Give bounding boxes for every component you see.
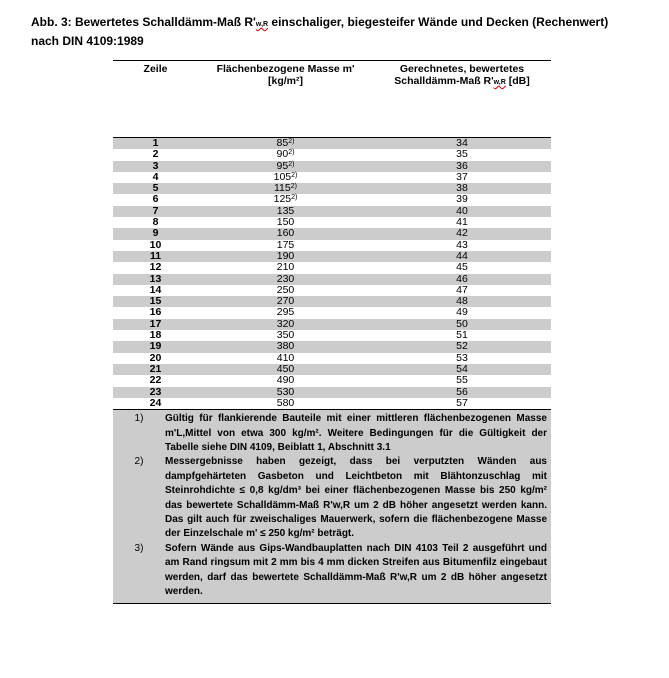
mass-value: 95$^{2)}$ xyxy=(276,159,295,172)
row-number: 8 xyxy=(152,216,159,229)
footnote-number: 3) xyxy=(134,542,144,554)
table-row xyxy=(113,138,551,149)
mass-value: 530 xyxy=(276,385,295,398)
table-row xyxy=(113,296,551,307)
footnote-text: Messergebnisse haben gezeigt, dass bei verputzten Wänden aus dampfgehärteten Gasbeton und Leichtbeton mit Blähtonzuschlag mit Steinrohdichte ≤ 0,8 kg/dm³ bei einer flächenbezogenen Masse bis 250 kg/m² das bewertete Schalldämm-Maß R'w,R um 2 dB höher angesetzt werden kann. Das gilt auch für zweischaliges Mauerwerk, sofern die flächenbezogene Masse der Einzelschale m' ≤ 250 kg/m² beträgt. xyxy=(165,456,547,540)
title-line-1: Abb. 3: Bewertetes Schalldämm-Maß R'w,R einschaliger, biegesteifer Wände und Decken (Rechenwert) xyxy=(31,15,609,29)
table-row xyxy=(113,161,551,172)
mass-value: 190 xyxy=(276,249,295,262)
table-header xyxy=(113,60,551,137)
mass-value: 230 xyxy=(276,272,295,285)
table-row xyxy=(113,194,551,205)
row-number: 5 xyxy=(152,182,159,195)
table-row xyxy=(113,172,551,183)
footnote-ref: 2) xyxy=(288,160,295,168)
mass-value: 115$^{2)}$ xyxy=(274,182,297,195)
table-row xyxy=(113,319,551,330)
mass-value: 410 xyxy=(276,351,295,364)
insulation-value: 56 xyxy=(456,385,468,398)
row-number: 10 xyxy=(149,238,162,251)
footnote-text: Gültig für flankierende Bauteile mit einer mittleren flächenbezogenen Masse m'L,Mittel von etwa 300 kg/m². Weitere Bedingungen für die Gültigkeit der Tabelle siehe DIN 4109, Beiblatt 1, Abschnitt 3.1 xyxy=(165,413,547,453)
insulation-value: 54 xyxy=(456,362,468,375)
footnote-ref: 2) xyxy=(291,194,298,202)
footnote-ref: 2) xyxy=(288,149,295,157)
row-number: 14 xyxy=(149,283,162,296)
insulation-value: 49 xyxy=(456,306,468,319)
table-row xyxy=(113,251,551,262)
insulation-value: 47 xyxy=(456,283,468,296)
mass-value: 125$^{2)}$ xyxy=(273,193,298,206)
insulation-value: 46 xyxy=(456,272,468,285)
row-number: 6 xyxy=(152,193,159,206)
mass-value: 160 xyxy=(276,227,295,240)
footnote-number: 1) xyxy=(134,413,144,425)
row-number: 16 xyxy=(149,306,162,319)
footnote xyxy=(113,455,547,541)
table-row xyxy=(113,149,551,160)
mass-value: 85$^{2)}$ xyxy=(276,137,295,149)
table-row xyxy=(113,274,551,285)
insulation-value: 35 xyxy=(456,148,468,161)
mass-value: 150 xyxy=(276,216,295,229)
mass-value: 490 xyxy=(276,374,295,387)
table-row xyxy=(113,307,551,318)
mass-value: 250 xyxy=(276,283,295,296)
mass-value: 105$^{2)}$ xyxy=(273,170,298,183)
mass-value: 580 xyxy=(276,396,295,409)
mass-value: 210 xyxy=(276,261,295,274)
insulation-value: 34 xyxy=(456,137,468,149)
table-row xyxy=(113,240,551,251)
table-row xyxy=(113,330,551,341)
row-number: 7 xyxy=(152,204,159,217)
footnote xyxy=(113,412,547,455)
insulation-value: 48 xyxy=(456,295,468,308)
row-number: 22 xyxy=(149,374,162,387)
insulation-value: 50 xyxy=(456,317,468,330)
mass-value: 135 xyxy=(276,204,295,217)
table-row xyxy=(113,206,551,217)
row-number: 2 xyxy=(152,148,159,161)
table-body xyxy=(113,137,551,409)
row-number: 9 xyxy=(152,227,159,240)
insulation-value: 37 xyxy=(456,170,468,183)
insulation-value: 40 xyxy=(456,204,468,217)
insulation-value: 51 xyxy=(456,329,468,342)
mass-value: 320 xyxy=(276,317,295,330)
table-row xyxy=(113,217,551,228)
footnote-number: 2) xyxy=(134,456,144,468)
mass-value: 295 xyxy=(276,306,295,319)
header-mass: Flächenbezogene Masse m' [kg/m²] xyxy=(216,63,355,87)
document-title xyxy=(31,14,651,49)
insulation-value: 42 xyxy=(456,227,468,240)
footnote-ref: 2) xyxy=(288,138,295,145)
insulation-value: 38 xyxy=(456,182,468,195)
insulation-value: 57 xyxy=(456,396,468,409)
row-number: 23 xyxy=(149,385,162,398)
row-number: 17 xyxy=(149,317,162,330)
footnote-ref: 2) xyxy=(291,171,298,179)
row-number: 18 xyxy=(149,329,162,342)
row-number: 12 xyxy=(149,261,162,274)
mass-value: 175 xyxy=(276,238,295,251)
mass-value: 450 xyxy=(276,362,295,375)
insulation-value: 43 xyxy=(456,238,468,251)
table-row xyxy=(113,262,551,273)
insulation-value: 52 xyxy=(456,340,468,353)
sound-insulation-table xyxy=(113,60,551,604)
footnote-ref: 2) xyxy=(290,183,297,191)
insulation-value: 36 xyxy=(456,159,468,172)
row-number: 11 xyxy=(149,249,162,262)
footnote xyxy=(113,542,547,600)
row-number: 15 xyxy=(149,295,162,308)
row-number: 4 xyxy=(152,170,159,183)
table-footnotes xyxy=(113,409,551,604)
table-row xyxy=(113,364,551,375)
mass-value: 90$^{2)}$ xyxy=(276,148,295,161)
mass-value: 270 xyxy=(276,295,295,308)
footnote-text: Sofern Wände aus Gips-Wandbauplatten nach DIN 4103 Teil 2 ausgeführt und am Rand ringsum mit 2 mm bis 4 mm dicken Streifen aus Bitumenfilz eingebaut werden, darf das bewertete Schalldämm-Maß R'w,R um 2 dB höher angesetzt werden. xyxy=(165,542,547,597)
row-number: 1 xyxy=(152,137,159,149)
row-number: 20 xyxy=(149,351,162,364)
insulation-value: 53 xyxy=(456,351,468,364)
table-row xyxy=(113,183,551,194)
header-zeile: Zeile xyxy=(143,63,168,75)
header-insulation: Gerechnetes, bewertetes Schalldämm-Maß R'w,R [dB] xyxy=(394,63,530,87)
insulation-value: 44 xyxy=(456,249,468,262)
insulation-value: 41 xyxy=(456,216,468,229)
mass-value: 350 xyxy=(276,329,295,342)
row-number: 24 xyxy=(149,396,162,409)
row-number: 13 xyxy=(149,272,162,285)
row-number: 3 xyxy=(152,159,159,172)
row-number: 19 xyxy=(149,340,162,353)
table-row xyxy=(113,353,551,364)
table-row xyxy=(113,285,551,296)
title-line-2: nach DIN 4109:1989 xyxy=(31,34,144,48)
insulation-value: 55 xyxy=(456,374,468,387)
insulation-value: 45 xyxy=(456,261,468,274)
row-number: 21 xyxy=(149,362,162,375)
table-row xyxy=(113,387,551,398)
insulation-value: 39 xyxy=(456,193,468,206)
mass-value: 380 xyxy=(276,340,295,353)
table-row xyxy=(113,341,551,352)
table-row xyxy=(113,228,551,239)
table-row xyxy=(113,398,551,409)
table-row xyxy=(113,375,551,386)
